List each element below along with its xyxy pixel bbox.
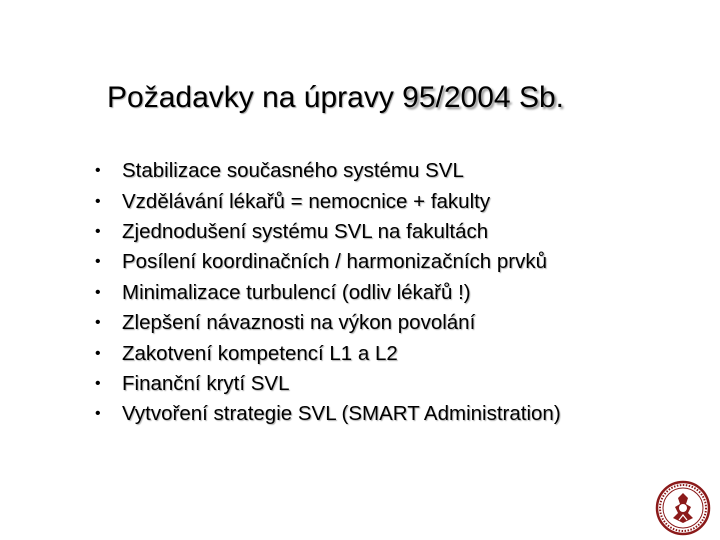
- list-item-text: Zjednodušení systému SVL na fakultách: [122, 219, 489, 243]
- slide-title: [107, 78, 564, 118]
- bullet-list: [95, 156, 561, 430]
- title-law-reference: 95/2004 Sb.: [402, 81, 564, 114]
- list-item-text: Vytvoření strategie SVL (SMART Administration): [122, 402, 561, 426]
- title-prefix: Požadavky na úpravy: [107, 81, 403, 114]
- bullet-icon: •: [95, 314, 101, 332]
- list-item-text: Vzdělávání lékařů = nemocnice + fakulty: [122, 189, 491, 213]
- list-item: [95, 247, 561, 277]
- list-item-text: Zakotvení kompetencí L1 a L2: [122, 341, 398, 365]
- list-item-text: Minimalizace turbulencí (odliv lékařů !): [122, 280, 471, 304]
- list-item: [95, 217, 561, 247]
- bullet-icon: •: [95, 283, 101, 301]
- list-item: [95, 308, 561, 338]
- list-item: [95, 369, 561, 399]
- list-item: [95, 186, 561, 216]
- bullet-icon: •: [95, 253, 101, 271]
- list-item: [95, 338, 561, 368]
- list-item: [95, 156, 561, 186]
- list-item-text: Stabilizace současného systému SVL: [122, 159, 464, 183]
- list-item-text: Posílení koordinačních / harmonizačních prvků: [122, 250, 548, 274]
- bullet-icon: •: [95, 192, 101, 210]
- list-item-text: Zlepšení návaznosti na výkon povolání: [122, 311, 476, 335]
- bullet-icon: •: [95, 405, 101, 423]
- university-seal-icon: [655, 480, 711, 536]
- bullet-icon: •: [95, 162, 101, 180]
- bullet-icon: •: [95, 344, 101, 362]
- bullet-icon: •: [95, 222, 101, 240]
- list-item-text: Finanční krytí SVL: [122, 371, 290, 395]
- list-item: [95, 399, 561, 429]
- list-item: [95, 278, 561, 308]
- bullet-icon: •: [95, 374, 101, 392]
